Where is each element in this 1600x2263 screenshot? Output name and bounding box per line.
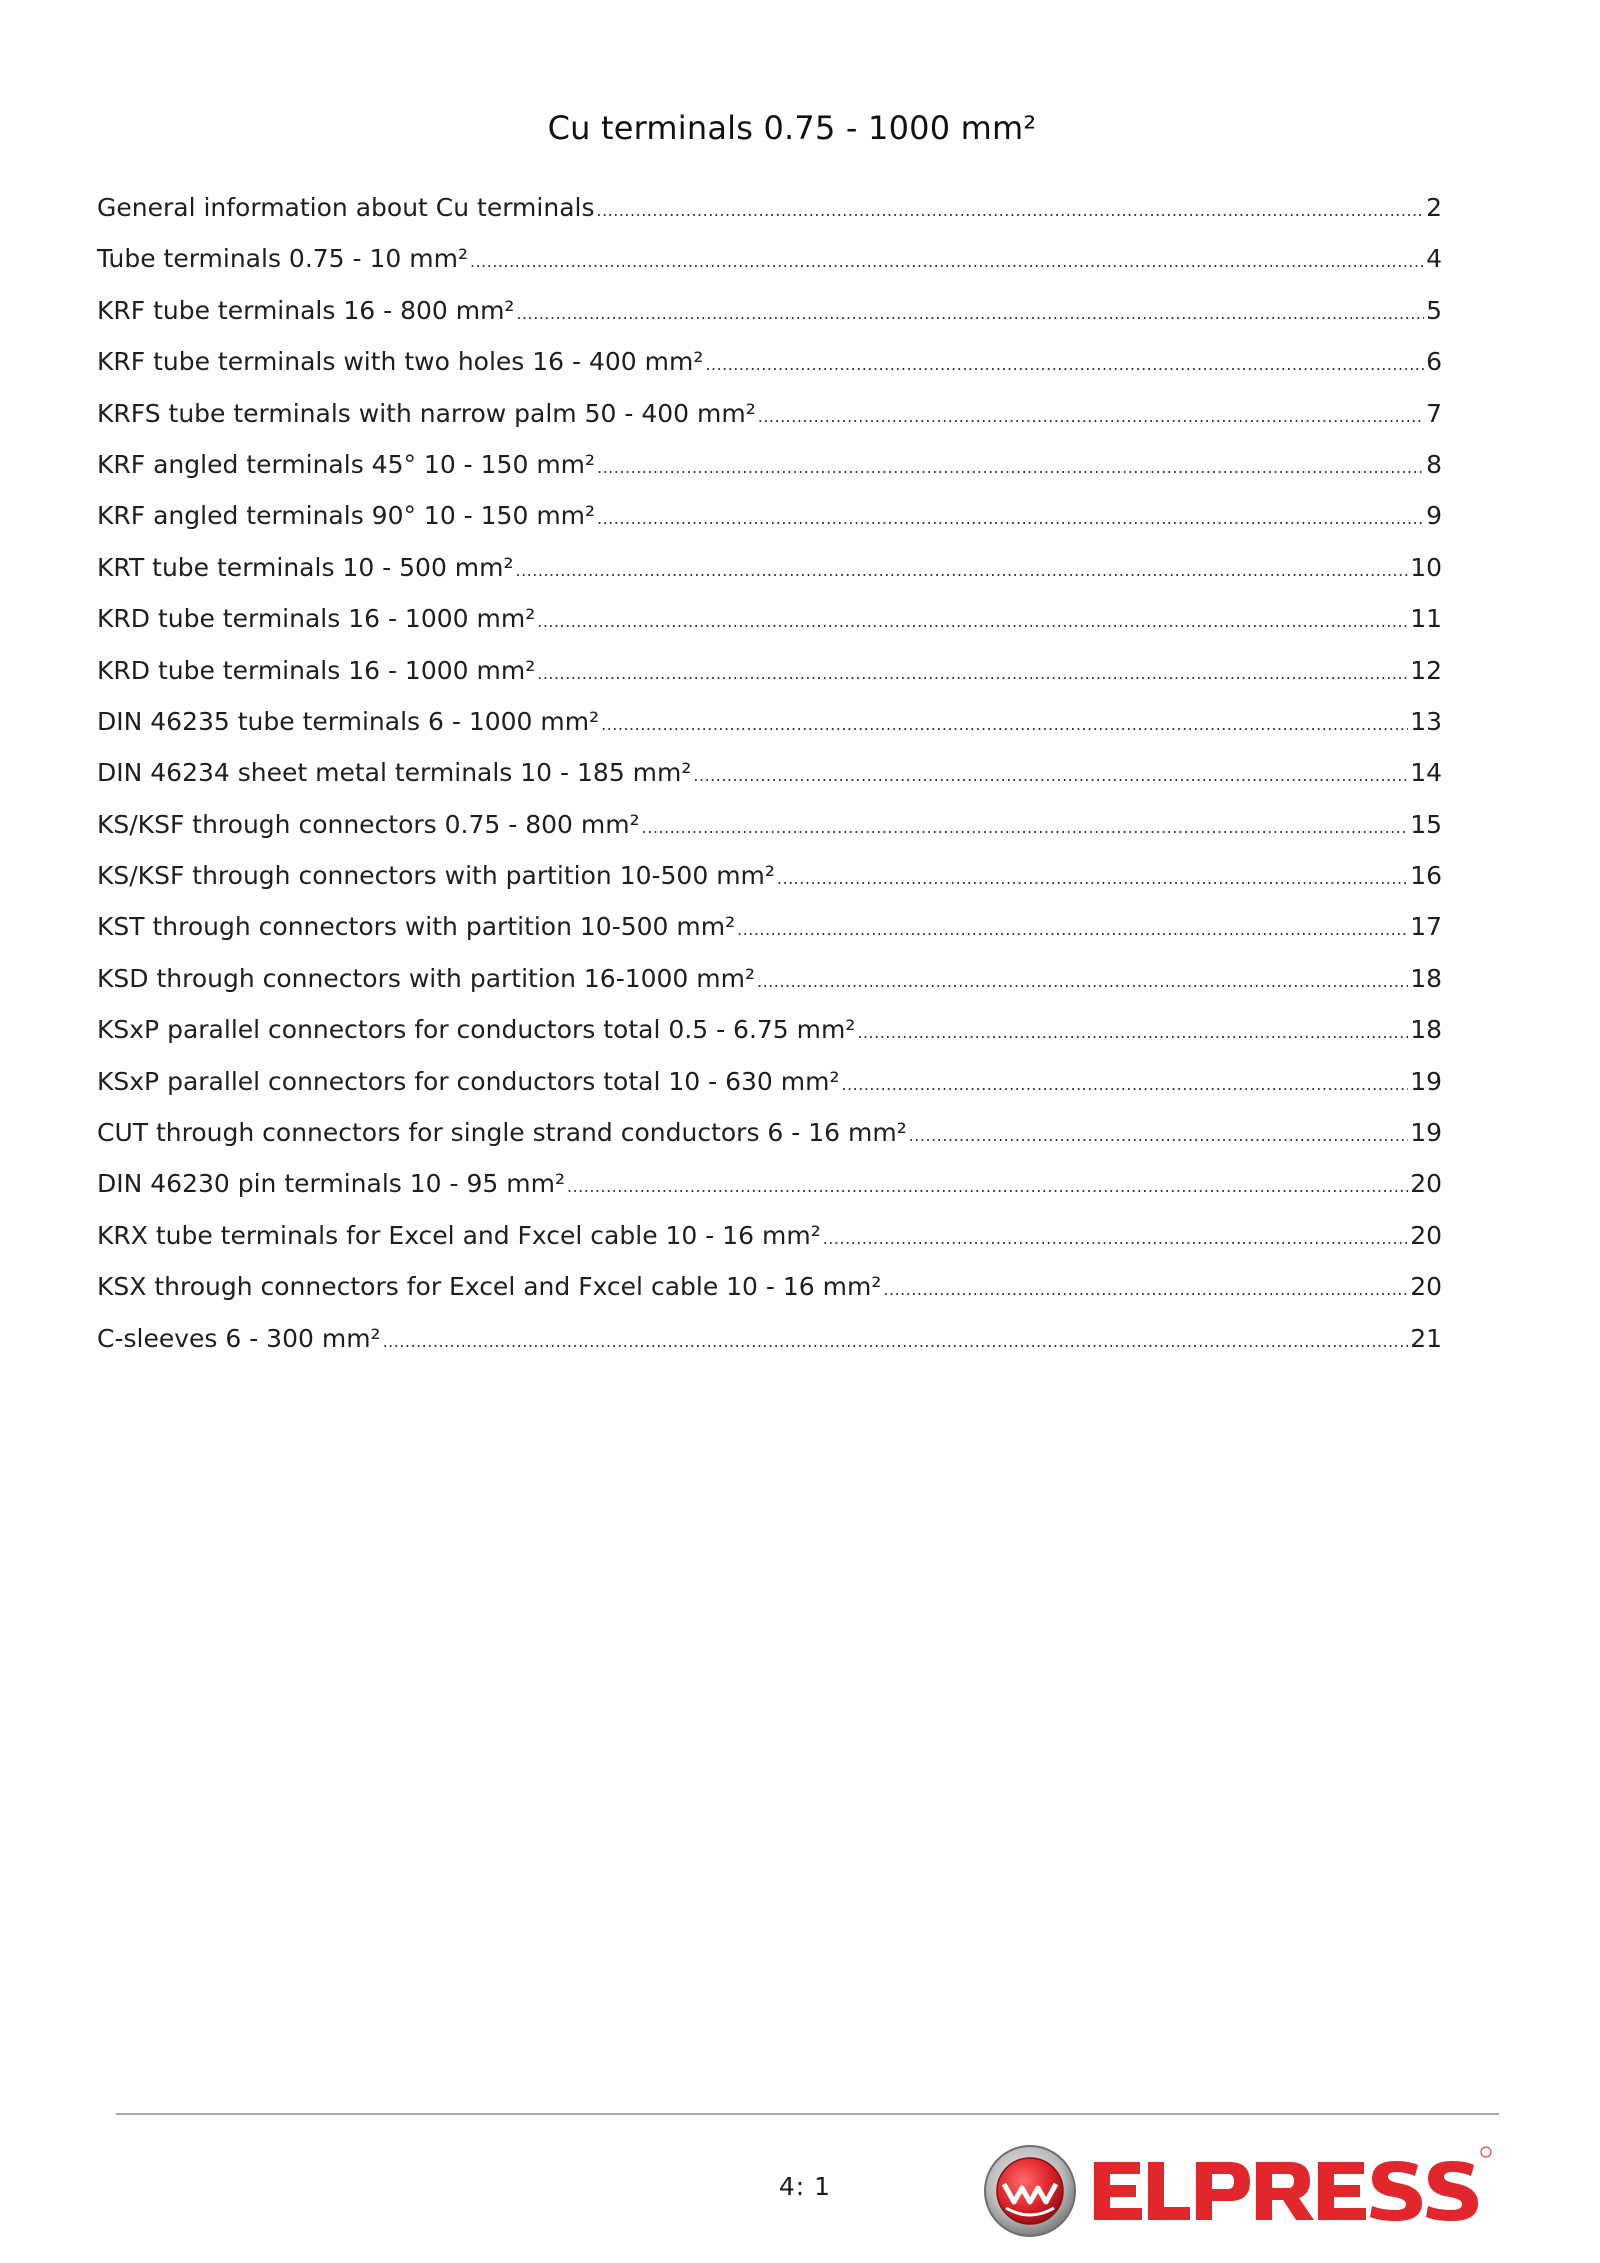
toc-entry-label: KSxP parallel connectors for conductors total 10 - 630 mm² bbox=[97, 1066, 840, 1096]
toc-entry[interactable] bbox=[97, 1158, 1442, 1209]
toc-dot-leader bbox=[567, 1161, 1408, 1212]
toc-entry[interactable] bbox=[97, 285, 1442, 336]
toc-entry[interactable] bbox=[97, 953, 1442, 1004]
toc-entry-page: 5 bbox=[1426, 295, 1442, 325]
toc-entry-page: 18 bbox=[1410, 1015, 1442, 1045]
page-number: 4: 1 bbox=[778, 2172, 832, 2201]
toc-entry[interactable] bbox=[97, 1056, 1442, 1107]
registered-mark bbox=[1481, 2147, 1491, 2157]
toc-entry[interactable] bbox=[97, 593, 1442, 644]
toc-dot-leader bbox=[757, 956, 1408, 1007]
toc-entry[interactable] bbox=[97, 182, 1442, 233]
toc-dot-leader bbox=[705, 339, 1424, 390]
toc-dot-leader bbox=[516, 288, 1424, 339]
toc-entry-page: 19 bbox=[1410, 1066, 1442, 1096]
toc-entry[interactable] bbox=[97, 233, 1442, 284]
toc-dot-leader bbox=[737, 904, 1408, 955]
toc-entry-page: 10 bbox=[1410, 552, 1442, 582]
toc-dot-leader bbox=[777, 853, 1408, 904]
elpress-logo bbox=[984, 2140, 1494, 2242]
toc-entry-page: 9 bbox=[1426, 501, 1442, 531]
toc-entry-label: KSD through connectors with partition 16-1000 mm² bbox=[97, 963, 756, 993]
toc-entry[interactable] bbox=[97, 336, 1442, 387]
toc-entry-label: C-sleeves 6 - 300 mm² bbox=[97, 1323, 381, 1353]
toc-dot-leader bbox=[693, 750, 1408, 801]
toc-dot-leader bbox=[597, 493, 1424, 544]
toc-entry[interactable] bbox=[97, 645, 1442, 696]
toc-dot-leader bbox=[470, 236, 1424, 287]
toc-entry-label: KRF angled terminals 45° 10 - 150 mm² bbox=[97, 449, 596, 479]
page-title: Cu terminals 0.75 - 1000 mm² bbox=[547, 109, 1037, 148]
toc-dot-leader bbox=[883, 1264, 1408, 1315]
toc-entry-label: KRFS tube terminals with narrow palm 50 - 400 mm² bbox=[97, 398, 756, 428]
toc-dot-leader bbox=[841, 1059, 1408, 1110]
toc-dot-leader bbox=[383, 1316, 1409, 1367]
toc-dot-leader bbox=[597, 185, 1425, 236]
toc-entry[interactable] bbox=[97, 542, 1442, 593]
toc-entry-page: 14 bbox=[1410, 758, 1442, 788]
toc-entry-page: 4 bbox=[1426, 244, 1442, 274]
toc-entry-label: KS/KSF through connectors with partition 10-500 mm² bbox=[97, 861, 775, 891]
toc-dot-leader bbox=[857, 1007, 1408, 1058]
toc-entry-page: 15 bbox=[1410, 809, 1442, 839]
toc-dot-leader bbox=[909, 1110, 1408, 1161]
toc-dot-leader bbox=[601, 699, 1408, 750]
toc-entry[interactable] bbox=[97, 1210, 1442, 1261]
toc-entry-page: 16 bbox=[1410, 861, 1442, 891]
toc-entry-page: 20 bbox=[1410, 1220, 1442, 1250]
toc-dot-leader bbox=[823, 1213, 1408, 1264]
toc-entry-page: 12 bbox=[1410, 655, 1442, 685]
toc-entry-page: 8 bbox=[1426, 449, 1442, 479]
toc-entry-page: 18 bbox=[1410, 963, 1442, 993]
footer-divider bbox=[116, 2113, 1499, 2115]
elpress-emblem-icon bbox=[985, 2146, 1075, 2236]
toc-entry[interactable] bbox=[97, 388, 1442, 439]
toc-entry-label: KRD tube terminals 16 - 1000 mm² bbox=[97, 655, 536, 685]
toc-entry-label: KRF tube terminals 16 - 800 mm² bbox=[97, 295, 515, 325]
toc-entry-page: 20 bbox=[1410, 1272, 1442, 1302]
toc-dot-leader bbox=[597, 442, 1424, 493]
toc-entry-page: 11 bbox=[1410, 604, 1442, 634]
toc-entry[interactable] bbox=[97, 747, 1442, 798]
toc-entry-label: DIN 46234 sheet metal terminals 10 - 185 mm² bbox=[97, 758, 692, 788]
toc-entry-label: DIN 46235 tube terminals 6 - 1000 mm² bbox=[97, 706, 600, 736]
toc-entry-label: DIN 46230 pin terminals 10 - 95 mm² bbox=[97, 1169, 565, 1199]
toc-entry-page: 21 bbox=[1410, 1323, 1442, 1353]
toc-dot-leader bbox=[537, 596, 1408, 647]
toc-dot-leader bbox=[642, 802, 1409, 853]
toc-entry[interactable] bbox=[97, 1107, 1442, 1158]
toc-entry[interactable] bbox=[97, 799, 1442, 850]
toc-entry[interactable] bbox=[97, 1004, 1442, 1055]
toc-entry-label: KRF tube terminals with two holes 16 - 400 mm² bbox=[97, 347, 704, 377]
toc-entry-page: 17 bbox=[1410, 912, 1442, 942]
toc-entry-page: 13 bbox=[1410, 706, 1442, 736]
toc-entry-label: General information about Cu terminals bbox=[97, 193, 595, 222]
toc-entry-label: KRD tube terminals 16 - 1000 mm² bbox=[97, 604, 536, 634]
toc-entry-page: 19 bbox=[1410, 1118, 1442, 1148]
toc-entry-label: Tube terminals 0.75 - 10 mm² bbox=[97, 244, 468, 274]
toc-entry[interactable] bbox=[97, 696, 1442, 747]
toc-entry-label: CUT through connectors for single strand conductors 6 - 16 mm² bbox=[97, 1118, 907, 1148]
toc-entry-label: KST through connectors with partition 10-500 mm² bbox=[97, 912, 736, 942]
toc-entry-page: 20 bbox=[1410, 1169, 1442, 1199]
toc-entry[interactable] bbox=[97, 1261, 1442, 1312]
toc-entry-page: 2 bbox=[1426, 193, 1442, 222]
toc-entry-label: KSxP parallel connectors for conductors total 0.5 - 6.75 mm² bbox=[97, 1015, 856, 1045]
toc-entry-page: 7 bbox=[1426, 398, 1442, 428]
toc-entry[interactable] bbox=[97, 1313, 1442, 1364]
toc-entry-label: KRF angled terminals 90° 10 - 150 mm² bbox=[97, 501, 596, 531]
toc-dot-leader bbox=[537, 648, 1408, 699]
toc-dot-leader bbox=[758, 391, 1424, 442]
toc-entry-label: KRT tube terminals 10 - 500 mm² bbox=[97, 552, 514, 582]
toc-entry-label: KRX tube terminals for Excel and Fxcel cable 10 - 16 mm² bbox=[97, 1220, 821, 1250]
toc-dot-leader bbox=[516, 545, 1409, 596]
toc-entry[interactable] bbox=[97, 439, 1442, 490]
toc-entry[interactable] bbox=[97, 490, 1442, 541]
toc-entry[interactable] bbox=[97, 850, 1442, 901]
toc-entry-label: KS/KSF through connectors 0.75 - 800 mm² bbox=[97, 809, 640, 839]
table-of-contents bbox=[97, 182, 1442, 1364]
toc-entry-page: 6 bbox=[1426, 347, 1442, 377]
toc-entry-label: KSX through connectors for Excel and Fxcel cable 10 - 16 mm² bbox=[97, 1272, 882, 1302]
toc-entry[interactable] bbox=[97, 901, 1442, 952]
elpress-wordmark bbox=[1094, 2161, 1478, 2221]
